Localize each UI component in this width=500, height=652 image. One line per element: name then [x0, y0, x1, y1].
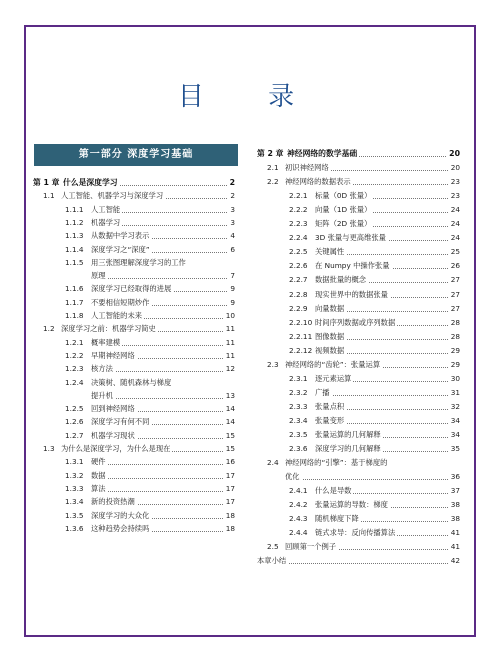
toc-entry-page: 13 [225, 390, 235, 400]
toc-entry-number: 1.2.5 [65, 404, 84, 414]
toc-entry-label [33, 338, 122, 347]
toc-entry-number: 2.3 [267, 359, 279, 369]
toc-entry [33, 324, 235, 333]
toc-entry-number: 2.2 [267, 177, 279, 187]
toc-entry-page: 27 [450, 289, 460, 299]
toc-entry [33, 351, 235, 360]
toc-entry [33, 444, 235, 453]
toc-entry-page: 37 [450, 486, 460, 496]
toc-entry-label [257, 247, 346, 256]
toc-entry-page: 23 [450, 177, 460, 187]
toc-entry-number: 2.4.4 [289, 528, 308, 538]
toc-entry [257, 261, 460, 270]
toc-entry-page: 2 [229, 178, 235, 187]
toc-entry-number: 2.3.6 [289, 444, 308, 454]
toc-entry-label [257, 514, 361, 523]
toc-entry-number: 1.2 [43, 324, 55, 334]
toc-entry [257, 219, 460, 228]
toc-entry-label [257, 486, 353, 495]
toc-entry-number: 2.2.8 [289, 289, 308, 299]
toc-entry-number: 1.1.8 [65, 311, 84, 320]
toc-entry-title: 逐元素运算 [315, 373, 352, 383]
toc-entry-number: 1.2.3 [65, 364, 84, 374]
toc-entry-title: 矩阵（2D 张量） [315, 219, 372, 229]
toc-entry-number: 1.1.6 [65, 284, 84, 294]
toc-entry-number: 2.2.6 [289, 261, 308, 271]
toc-entry-number: 1.1 [43, 191, 55, 201]
toc-entry [257, 514, 460, 523]
toc-entry-number: 1.1.3 [65, 231, 84, 241]
toc-entry-page: 20 [449, 149, 460, 158]
toc-entry [257, 275, 460, 284]
toc-entry-page: 10 [225, 311, 235, 320]
toc-entry-page: 17 [225, 483, 235, 493]
toc-entry-page: 18 [225, 510, 235, 520]
toc-entry [257, 528, 460, 537]
toc-entry-label [257, 458, 389, 467]
toc-entry-title-cont: 原理 [33, 271, 108, 280]
toc-entry-label [33, 431, 137, 440]
toc-entry-number: 2.2.3 [289, 219, 308, 229]
toc-entry-title: 神经网络的“引擎”：基于梯度的 [285, 458, 388, 468]
toc-entry-page: 29 [450, 359, 460, 369]
toc-entry-label [257, 163, 331, 172]
toc-entry-number: 2.4 [267, 458, 279, 468]
toc-entry [257, 500, 460, 509]
toc-entry-title: 核方法 [91, 364, 113, 374]
toc-entry-page: 11 [225, 350, 235, 360]
toc-entry-title: 硬件 [91, 457, 106, 467]
toc-entry-number: 2.4.3 [289, 514, 308, 524]
toc-entry [257, 388, 460, 397]
toc-entry-page: 11 [225, 337, 235, 347]
toc-entry-label [257, 430, 383, 439]
toc-entry-number: 1.2.6 [65, 417, 84, 427]
toc-entry-label [257, 542, 338, 551]
toc-entry-number: 1.1.2 [65, 217, 84, 227]
toc-entry-label [33, 511, 151, 520]
toc-entry-label [33, 284, 173, 293]
part-banner: 第一部分 深度学习基础 [34, 144, 238, 166]
toc-entry-page: 6 [230, 244, 235, 254]
toc-entry-number: 2.4.1 [289, 486, 308, 496]
toc-entry-title: 算法 [91, 483, 106, 493]
toc-entry [257, 416, 460, 425]
toc-entry-page: 34 [450, 415, 460, 425]
toc-entry-number: 1.2.7 [65, 430, 84, 440]
toc-entry-title: 广播 [315, 387, 330, 397]
toc-entry-number: 2.5 [267, 542, 279, 552]
toc-entry [257, 332, 460, 341]
toc-entry-page: 23 [450, 191, 460, 201]
toc-entry-page: 12 [225, 364, 235, 374]
toc-entry-title: 本章小结 [257, 556, 287, 566]
toc-entry-page: 16 [225, 457, 235, 467]
toc-entry-title: 图像数据 [315, 331, 345, 341]
toc-entry [33, 511, 235, 520]
toc-entry [257, 247, 460, 256]
toc-entry-number: 1.1.1 [65, 204, 84, 214]
toc-entry-label [257, 444, 383, 453]
toc-entry-number: 1.3.1 [65, 457, 84, 467]
toc-entry-label [33, 457, 108, 466]
toc-entry [257, 163, 460, 172]
toc-entry-label [33, 218, 122, 227]
toc-entry-page: 27 [450, 275, 460, 285]
toc-entry-title: 回顾第一个例子 [285, 542, 337, 552]
toc-entry-label [33, 444, 172, 453]
toc-entry-label [33, 178, 120, 187]
toc-entry-title: 深度学习有何不同 [91, 417, 150, 427]
toc-entry [33, 311, 235, 320]
toc-entry-number: 2.2.4 [289, 233, 308, 243]
toc-entry-number: 2.3.4 [289, 415, 308, 425]
toc-entry-title: 这种趋势会持续吗 [91, 523, 150, 533]
toc-entry-page: 28 [450, 331, 460, 341]
toc-entry-title: 数据批量的概念 [315, 275, 367, 285]
toc-entry-number: 1.2.4 [65, 377, 84, 387]
toc-entry-page: 36 [450, 472, 460, 482]
toc-entry-number: 2.3.1 [289, 373, 308, 383]
toc-entry-page: 38 [450, 500, 460, 510]
toc-entry [33, 364, 235, 373]
toc-entry-page: 24 [450, 219, 460, 229]
toc-entry [257, 360, 460, 369]
toc-entry-number: 1.3.6 [65, 523, 84, 533]
toc-entry [33, 417, 235, 426]
toc-entry [257, 402, 460, 411]
toc-entry-page: 3 [230, 217, 235, 227]
toc-entry [33, 191, 235, 200]
toc-entry-title: 深度学习的几何解释 [315, 444, 381, 454]
toc-entry [33, 378, 235, 387]
toc-entry-number: 2.2.5 [289, 247, 308, 257]
toc-entry-number: 2.2.7 [289, 275, 308, 285]
toc-entry-continuation [33, 271, 235, 280]
toc-entry-page: 3 [230, 204, 235, 214]
toc-entry-label [257, 416, 346, 425]
toc-entry [33, 258, 235, 267]
toc-entry-label [33, 484, 108, 493]
toc-entry-label [257, 177, 353, 186]
toc-entry-page: 18 [225, 523, 235, 533]
toc-entry-title: 3D 张量与更高维张量 [315, 233, 386, 243]
toc-entry-title: 用三张图理解深度学习的工作 [91, 257, 186, 267]
toc-entry-number: 1.1.5 [65, 257, 84, 267]
toc-entry-label [33, 311, 144, 320]
toc-entry-number: 1.1.4 [65, 244, 84, 254]
toc-entry-page: 41 [450, 542, 460, 552]
toc-entry-number: 1.3.3 [65, 483, 84, 493]
toc-entry-title: 什么是导数 [315, 486, 352, 496]
toc-entry-page: 29 [450, 345, 460, 355]
toc-entry-number: 2.3.3 [289, 401, 308, 411]
toc-entry-number: 2.2.10 [289, 317, 313, 327]
toc-entry-page: 9 [230, 297, 235, 307]
toc-entry-title: 神经网络的数学基础 [287, 149, 358, 158]
toc-entry-title: 链式求导：反向传播算法 [315, 528, 396, 538]
toc-entry-page: 38 [450, 514, 460, 524]
toc-entry-number: 2.2.11 [289, 331, 313, 341]
toc-entry-title: 人工智能、机器学习与深度学习 [61, 191, 164, 201]
toc-entry [33, 497, 235, 506]
toc-entry-page: 15 [225, 430, 235, 440]
toc-entry-label [33, 351, 137, 360]
toc-entry-title: 张量变形 [315, 415, 345, 425]
toc-entry-label [33, 404, 137, 413]
toc-entry-label [33, 298, 151, 307]
toc-entry-label [257, 500, 390, 509]
toc-entry [33, 457, 235, 466]
toc-entry-title: 向量（1D 张量） [315, 205, 372, 215]
toc-entry-label [257, 304, 346, 313]
toc-entry-number: 2.3.2 [289, 387, 308, 397]
toc-entry-label [33, 497, 137, 506]
toc-entry-label [257, 374, 353, 383]
toc-entry-label [33, 378, 173, 387]
toc-entry-title: 回到神经网络 [91, 404, 135, 414]
toc-entry-number: 2.2.2 [289, 205, 308, 215]
toc-entry-title: 张量运算的导数：梯度 [315, 500, 388, 510]
toc-entry-title: 深度学习的大众化 [91, 510, 150, 520]
toc-entry [257, 205, 460, 214]
toc-entry-label [257, 149, 359, 158]
toc-entry-label [257, 360, 382, 369]
toc-entry-number: 1.3 [43, 444, 55, 453]
toc-entry [33, 178, 235, 187]
toc-entry-page: 27 [450, 303, 460, 313]
toc-entry-label [33, 417, 151, 426]
toc-entry [33, 471, 235, 480]
toc-entry-label [257, 402, 346, 411]
toc-entry [257, 318, 460, 327]
toc-entry-title-cont: 提升机 [33, 391, 115, 400]
toc-entry [33, 524, 235, 533]
toc-entry-page: 42 [450, 556, 460, 566]
toc-entry-page: 25 [450, 247, 460, 257]
toc-entry-number: 1.2.1 [65, 337, 84, 347]
toc-entry-title: 在 Numpy 中操作张量 [315, 261, 390, 271]
toc-entry-title: 深度学习之前：机器学习简史 [61, 324, 156, 334]
toc-entry [33, 245, 235, 254]
toc-entry-label [33, 324, 158, 333]
toc-entry [33, 431, 235, 440]
toc-entry [33, 484, 235, 493]
toc-entry-number: 1.3.4 [65, 497, 84, 507]
toc-entry [33, 404, 235, 413]
toc-entry [257, 304, 460, 313]
toc-entry-title: 初识神经网络 [285, 163, 329, 173]
toc-entry-title: 决策树、随机森林与梯度 [91, 377, 172, 387]
toc-entry-title: 时间序列数据或序列数据 [315, 317, 396, 327]
toc-entry-title: 向量数据 [315, 303, 345, 313]
toc-entry-title: 从数据中学习表示 [91, 231, 150, 241]
toc-entry-label [257, 556, 288, 565]
toc-entry-number: 2.2.9 [289, 303, 308, 313]
toc-entry [257, 458, 460, 467]
toc-entry-page: 2 [230, 191, 235, 201]
toc-entry-label [257, 275, 368, 284]
toc-entry [257, 430, 460, 439]
toc-entry-page: 24 [450, 233, 460, 243]
toc-entry-title: 张量运算的几何解释 [315, 430, 381, 439]
toc-entry-page: 14 [225, 417, 235, 427]
toc-entry-label [257, 191, 373, 200]
toc-entry-title: 深度学习已经取得的进展 [91, 284, 172, 294]
toc-entry-page: 34 [450, 430, 460, 439]
toc-entry-page: 4 [230, 231, 235, 241]
toc-entry-page: 20 [450, 163, 460, 173]
toc-entry-title: 视频数据 [315, 345, 345, 355]
toc-entry-page: 32 [450, 401, 460, 411]
toc-entry [33, 218, 235, 227]
toc-entry [33, 205, 235, 214]
toc-entry-number: 2.3.5 [289, 430, 308, 439]
toc-entry [257, 542, 460, 551]
toc-entry-label [257, 528, 397, 537]
toc-entry [257, 444, 460, 453]
page-title: 目 录 [177, 82, 323, 112]
toc-entry-title: 神经网络的数据表示 [285, 177, 351, 187]
toc-entry-title: 新的投资热潮 [91, 497, 135, 507]
toc-entry [257, 346, 460, 355]
toc-entry-number: 1.3.2 [65, 470, 84, 480]
toc-entry-title: 张量点积 [315, 401, 345, 411]
toc-entry-number: 1.2.2 [65, 350, 84, 360]
toc-entry-page: 17 [225, 497, 235, 507]
toc-entry [257, 177, 460, 186]
toc-entry-page: 14 [225, 404, 235, 414]
toc-entry-title: 机器学习现状 [91, 430, 135, 440]
toc-entry-label [33, 205, 122, 214]
toc-entry-title: 人工智能 [91, 204, 121, 214]
toc-entry-number: 2.1 [267, 163, 279, 173]
toc-entry-page: 15 [225, 444, 235, 453]
toc-entry-page: 9 [230, 284, 235, 294]
toc-entry-label [257, 346, 346, 355]
toc-entry-label [257, 219, 373, 228]
toc-entry-title: 人工智能的未来 [91, 311, 143, 320]
toc-entry-title: 随机梯度下降 [315, 514, 359, 524]
toc-entry-title: 早期神经网络 [91, 350, 135, 360]
toc-entry-page: 35 [450, 444, 460, 454]
toc-entry-label [257, 318, 397, 327]
toc-entry-number: 2.2.1 [289, 191, 308, 201]
toc-entry-label [257, 332, 346, 341]
toc-entry-title: 机器学习 [91, 217, 121, 227]
toc-entry-page: 24 [450, 205, 460, 215]
toc-entry-continuation [33, 391, 235, 400]
toc-entry-label [33, 258, 188, 267]
toc-entry-page: 41 [450, 528, 460, 538]
toc-entry [257, 191, 460, 200]
toc-entry-label [33, 231, 151, 240]
toc-entry-title: 概率建模 [91, 337, 121, 347]
toc-entry [33, 338, 235, 347]
toc-entry-label [257, 205, 373, 214]
toc-entry-title: 不要相信短期炒作 [91, 297, 150, 307]
toc-entry-page: 30 [450, 373, 460, 383]
toc-entry-page: 28 [450, 317, 460, 327]
toc-entry [257, 233, 460, 242]
toc-entry-label [257, 233, 388, 242]
toc-entry-number: 2.4.2 [289, 500, 308, 510]
toc-entry-page: 7 [230, 271, 235, 281]
toc-entry-title: 现实世界中的数据张量 [315, 289, 388, 299]
toc-entry-title: 标量（0D 张量） [315, 191, 372, 201]
toc-entry-title: 关键属性 [315, 247, 345, 257]
toc-entry-title: 什么是深度学习 [63, 178, 118, 187]
toc-entry-label [33, 471, 108, 480]
toc-entry-continuation [257, 472, 460, 481]
toc-entry-label [33, 524, 151, 533]
toc-entry [33, 284, 235, 293]
toc-entry-title: 数据 [91, 470, 106, 480]
toc-entry-title: 为什么是深度学习，为什么是现在 [61, 444, 171, 453]
toc-entry [257, 486, 460, 495]
toc-entry-number: 第 2 章 [257, 149, 284, 158]
toc-entry [257, 374, 460, 383]
toc-entry-label [33, 364, 115, 373]
toc-entry [257, 149, 460, 158]
toc-entry-page: 26 [450, 261, 460, 271]
toc-entry-number: 2.2.12 [289, 345, 313, 355]
toc-entry-number: 第 1 章 [33, 178, 60, 187]
toc-entry [33, 231, 235, 240]
toc-entry-label [257, 261, 392, 270]
toc-entry-label [257, 290, 390, 299]
toc-entry-title: 神经网络的“齿轮”：张量运算 [285, 359, 381, 369]
toc-entry-label [257, 388, 332, 397]
toc-entry-page: 11 [225, 324, 235, 334]
toc-entry-label [33, 191, 165, 200]
toc-entry-label [33, 245, 152, 254]
toc-entry-title: 深度学习之“深度” [91, 244, 150, 254]
toc-entry [257, 290, 460, 299]
toc-entry-page: 31 [450, 387, 460, 397]
toc-entry [257, 556, 460, 565]
toc-entry-number: 1.3.5 [65, 510, 84, 520]
toc-entry-number: 1.1.7 [65, 297, 84, 307]
toc-entry-title-cont: 优化 [257, 472, 302, 481]
toc-entry [33, 298, 235, 307]
toc-entry-page: 17 [225, 470, 235, 480]
